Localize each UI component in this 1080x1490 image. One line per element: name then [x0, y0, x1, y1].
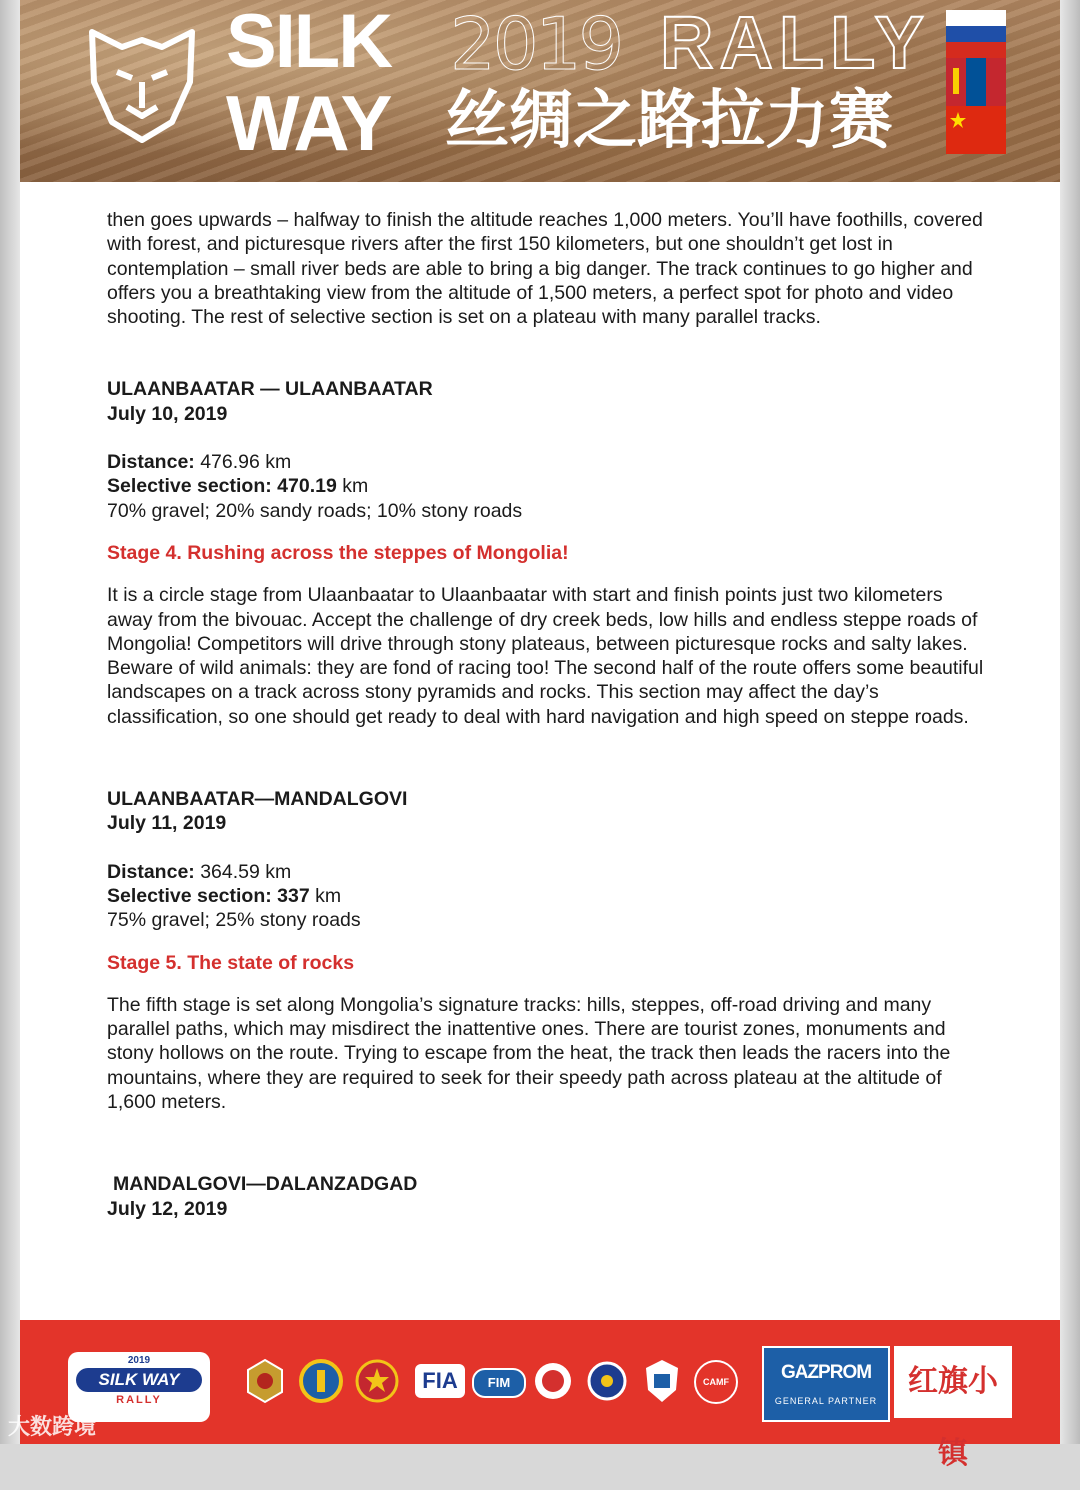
brand-chinese: 丝绸之路拉力赛 — [445, 84, 893, 156]
selective-value: 470.19 — [277, 475, 337, 498]
stage5-surface: 75% gravel; 25% stony roads — [107, 909, 361, 932]
china-flag-icon — [946, 106, 1006, 154]
selective-unit: km — [315, 884, 342, 907]
stage5-description: The fifth stage is set along Mongolia’s signature tracks: hills, steppes, off-road driving and many parallel paths, which may misdirect the inattentive ones. There are tourist zones, monuments and stony hollows on the route. Trying to escape from the heat, the track then leads the racers into the mountains, where they are required to seek for their speedy path across plateau at the altitude of 1,600 meters. — [107, 993, 951, 1114]
stage6-date: July 12, 2019 — [107, 1197, 228, 1220]
brand-year: 2019 — [450, 2, 622, 86]
stage4-route: ULAANBAATAR — ULAANBAATAR — [107, 378, 433, 401]
watermark: 大数跨境 — [8, 1414, 97, 1439]
association-emblem-icon — [640, 1356, 684, 1406]
stage4-surface: 70% gravel; 20% sandy roads; 10% stony roads — [107, 499, 523, 522]
page-edge-right — [1060, 0, 1080, 1444]
brand-silk: SILK — [226, 0, 392, 84]
stage5-selective — [107, 884, 987, 908]
distance-label: Distance: — [107, 860, 195, 883]
brand-way: WAY — [226, 79, 391, 167]
club-emblem-icon — [586, 1358, 628, 1404]
distance-value: 364.59 km — [200, 860, 292, 883]
stage5-title: Stage 5. The state of rocks — [107, 951, 355, 974]
selective-label: Selective section: — [107, 475, 272, 498]
distance-label: Distance: — [107, 451, 195, 474]
selective-unit: km — [342, 475, 369, 498]
logo-rally: RALLY — [116, 1394, 162, 1406]
stage5-route: ULAANBAATAR—MANDALGOVI — [107, 788, 408, 811]
fia-logo: FIA — [415, 1364, 465, 1398]
stage4-distance — [107, 450, 987, 474]
russia-emblem-icon — [242, 1356, 288, 1406]
page-edge-left — [0, 0, 20, 1444]
stage4-title: Stage 4. Rushing across the steppes of Mongolia! — [107, 541, 569, 564]
tiger-logo-icon — [72, 12, 212, 152]
stage6-route: MANDALGOVI—DALANZADGAD — [113, 1173, 418, 1196]
distance-value: 476.96 km — [200, 451, 292, 474]
china-emblem-icon — [354, 1356, 400, 1406]
brand-rally: RALLY — [660, 1, 930, 84]
logo-silk-way: SILK WAY — [76, 1368, 202, 1392]
gazprom-name: GAZPROM — [780, 1362, 872, 1383]
stage5-distance — [107, 860, 987, 884]
mongolia-flag-icon — [946, 58, 1006, 106]
gazprom-logo — [762, 1346, 890, 1422]
header-banner — [20, 0, 1060, 182]
federation-emblem-icon — [532, 1358, 574, 1404]
stage4-description: It is a circle stage from Ulaanbaatar to Ulaanbaatar with start and finish points just two kilometers away from the bivouac. Accept the challenge of dry creek beds, low hills and endless steppe roads of Mongolia! Competitors will drive through stony plateaus, between picturesque rocks and salty lakes. Beware of wild animals: they are fond of racing too! The second half of the route offers some beautiful landscapes on a track across stony pyramids and rocks. This section may affect the day’s classification, so one should get ready to deal with hard navigation and high speed on steppe roads. — [107, 584, 984, 728]
camf-logo: CAMF — [694, 1360, 738, 1404]
intro-paragraph: then goes upwards – halfway to finish the altitude reaches 1,000 meters. You’ll have foothills, covered with forest, and picturesque rivers after the first 150 kilometers, but one shouldn’t get lost in contemplation – small river beds are able to bring a big danger. The track continues to go higher and offers you a breathtaking view from the altitude of 1,500 meters, a perfect spot for photo and video shooting. The rest of selective section is set on a plateau with many parallel tracks. — [107, 209, 983, 329]
stage4-date: July 10, 2019 — [107, 402, 228, 425]
document-content — [107, 208, 987, 1221]
selective-value: 337 — [277, 884, 310, 907]
chinese-sponsor-logo: 红旗小镇 — [894, 1346, 1012, 1418]
gazprom-tag: GENERAL PARTNER — [774, 1396, 878, 1406]
stage5-date: July 11, 2019 — [107, 812, 227, 835]
selective-label: Selective section: — [107, 884, 272, 907]
logo-year: 2019 — [127, 1355, 151, 1366]
russia-flag-icon — [946, 10, 1006, 58]
fim-logo: FIM — [472, 1368, 526, 1398]
sponsor-footer — [20, 1320, 1060, 1471]
stage4-selective — [107, 474, 987, 498]
mongolia-emblem-icon — [298, 1356, 344, 1406]
